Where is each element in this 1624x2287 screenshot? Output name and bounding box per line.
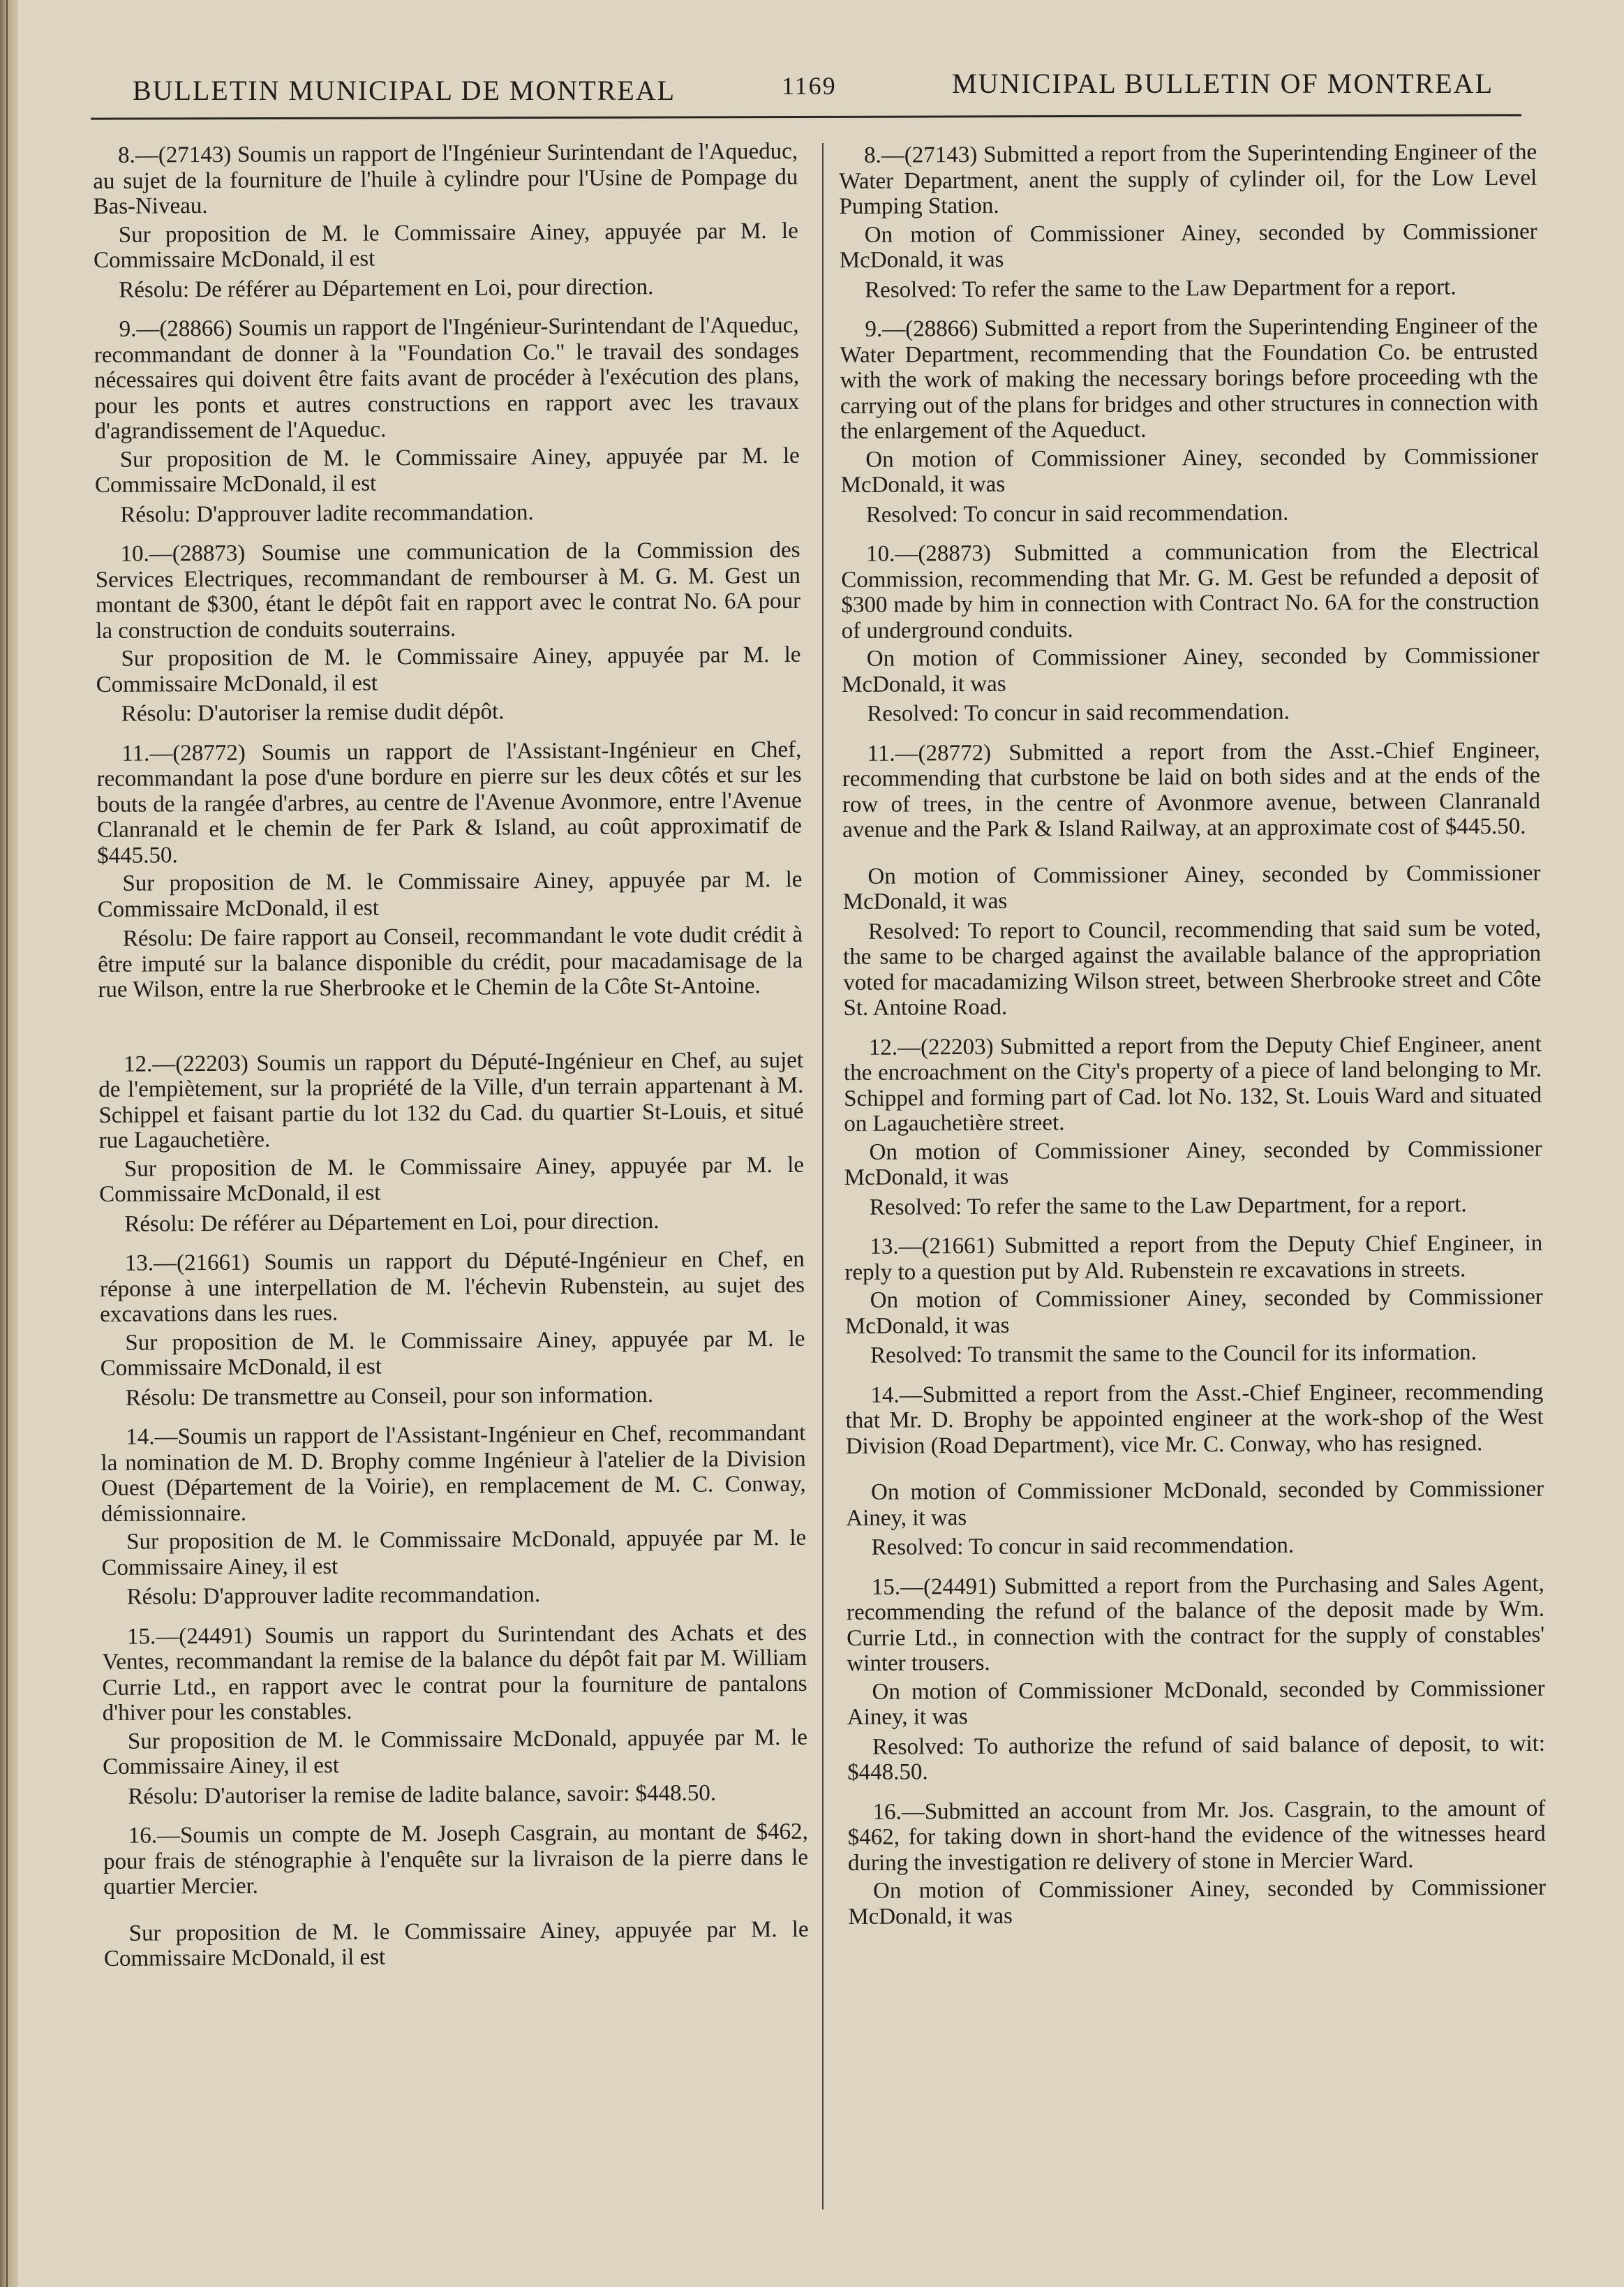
fr-item-15-motion: Sur proposition de M. le Commissaire McDonald, appuyée par M. le Commissaire Ainey, il est <box>103 1724 808 1779</box>
fr-item-13: 13.—(21661) Soumis un rapport du Député-Ingénieur en Chef, en réponse à une interpellation de M. l'échevin Rubenstein, au sujet des excavations dans les rues. <box>99 1246 805 1327</box>
en-item-15-motion: On motion of Commissioner McDonald, seconded by Commissioner Ainey, it was <box>847 1675 1545 1730</box>
header-title-french: BULLETIN MUNICIPAL DE MONTREAL <box>133 75 676 106</box>
fr-item-8-resolved: Résolu: De référer au Département en Loi, pour direction. <box>119 274 654 303</box>
english-column <box>839 140 1546 1934</box>
fr-item-13-motion: Sur proposition de M. le Commissaire Ainey, appuyée par M. le Commissaire McDonald, il est <box>100 1326 805 1381</box>
en-item-12: 12.—(22203) Submitted a report from the Deputy Chief Engineer, anent the encroachment on the City's property of a piece of land belonging to Mr. Schippel and forming part of Cad. lot No. 132, St. Louis Ward and situated on Lagauchetière street. <box>843 1031 1542 1137</box>
fr-item-16-motion: Sur proposition de M. le Commissaire Ainey, appuyée par M. le Commissaire McDonald, il est <box>103 1916 809 1971</box>
en-item-11-resolved: Resolved: To report to Council, recommending that said sum be voted, the same to be charged against the available balance of the appropriation voted for macadamizing Wilson street, between Sherbrooke street and Côte St. Antoine Road. <box>843 915 1542 1021</box>
en-item-14-motion: On motion of Commissioner McDonald, seconded by Commissioner Ainey, it was <box>846 1476 1544 1531</box>
fr-item-14-motion: Sur proposition de M. le Commissaire McDonald, appuyée par M. le Commissaire Ainey, il est <box>101 1525 807 1581</box>
en-item-14-resolved: Resolved: To concur in said recommendation. <box>871 1532 1295 1560</box>
page-header <box>133 67 1493 109</box>
en-item-10-motion: On motion of Commissioner Ainey, seconded by Commissioner McDonald, it was <box>841 642 1540 697</box>
en-item-8-motion: On motion of Commissioner Ainey, seconded by Commissioner McDonald, it was <box>839 219 1537 273</box>
fr-item-11-motion: Sur proposition de M. le Commissaire Ainey, appuyée par M. le Commissaire McDonald, il est <box>97 866 803 922</box>
en-item-16-motion: On motion of Commissioner Ainey, seconded by Commissioner McDonald, it was <box>848 1874 1547 1930</box>
header-title-english: MUNICIPAL BULLETIN OF MONTREAL <box>952 68 1493 99</box>
fr-item-14-resolved: Résolu: D'approuver ladite recommandation. <box>126 1582 541 1610</box>
en-item-15: 15.—(24491) Submitted a report from the Purchasing and Sales Agent, recommending the refund of the balance of the deposit made by Wm. Currie Ltd., in connection with the contract for the supply of constables' winter trousers. <box>846 1571 1545 1676</box>
en-item-11-motion: On motion of Commissioner Ainey, seconded by Commissioner McDonald, it was <box>842 860 1541 915</box>
fr-item-10-motion: Sur proposition de M. le Commissaire Ainey, appuyée par M. le Commissaire McDonald, il est <box>96 642 801 697</box>
en-item-9-resolved: Resolved: To concur in said recommendation. <box>865 500 1289 528</box>
fr-item-8-motion: Sur proposition de M. le Commissaire Ainey, appuyée par M. le Commissaire McDonald, il est <box>93 218 798 273</box>
fr-item-10: 10.—(28873) Soumise une communication de la Commission des Services Electriques, recommandant de rembourser à M. G. M. Gest un montant de $300, étant le dépôt fait en rapport avec le contrat No. 6A pour la construction de conduits souterrains. <box>95 537 801 644</box>
spacer <box>98 1012 803 1051</box>
en-item-13: 13.—(21661) Submitted a report from the Deputy Chief Engineer, in reply to a question put by Ald. Rubenstein re excavations in streets. <box>844 1230 1543 1285</box>
fr-item-9-resolved: Résolu: D'approuver ladite recommandation. <box>120 499 534 528</box>
fr-item-11: 11.—(28772) Soumis un rapport de l'Assistant-Ingénieur en Chef, recommandant la pose d'une bordure en pierre sur les deux côtés et sur les bouts de la rangée d'arbres, au centre de l'Avenue Avonmore, entre l'Avenue Clanranald et le chemin de fer Park & Island, au coût approximatif de $445.50. <box>96 737 803 868</box>
fr-item-9: 9.—(28866) Soumis un rapport de l'Ingénieur-Surintendant de l'Aqueduc, recommandant de donner à la "Foundation Co." le travail des sondages nécessaires qui doivent être faits avant de procéder à l'exécution des plans, pour les ponts et autres constructions en rapport avec les travaux d'agrandissement de l'Aqueduc. <box>94 312 800 444</box>
fr-item-11-resolved: Résolu: De faire rapport au Conseil, recommandant le vote dudit crédit à être imputé sur la balance disponible du crédit, pour macadamisage de la rue Wilson, entre la rue Sherbrooke et le Chemin de la Côte St-Antoine. <box>98 922 803 1002</box>
en-item-11: 11.—(28772) Submitted a report from the Asst.-Chief Engineer, recommending that curbstone be laid on both sides and at the ends of the row of trees, in the centre of Avonmore avenue, between Clanranald avenue and the Park & Island Railway, at an approximate cost of $445.50. <box>842 737 1541 843</box>
fr-item-16: 16.—Soumis un compte de M. Joseph Casgrain, au montant de $462, pour frais de sténographie à l'enquête sur la livraison de la pierre dans le quartier Mercier. <box>103 1819 809 1900</box>
page-binding <box>0 0 18 2287</box>
en-item-14: 14.—Submitted a report from the Asst.-Chief Engineer, recommending that Mr. D. Brophy be appointed engineer at the work-shop of the West Division (Road Department), vice Mr. C. Conway, who has resigned. <box>845 1379 1544 1459</box>
fr-item-12-resolved: Résolu: De référer au Département en Loi, pour direction. <box>124 1208 660 1237</box>
column-divider <box>822 143 824 2210</box>
en-item-8: 8.—(27143) Submitted a report from the Superintending Engineer of the Water Department, anent the supply of cylinder oil, for the Low Level Pumping Station. <box>839 139 1537 219</box>
fr-item-10-resolved: Résolu: D'autoriser la remise dudit dépôt. <box>121 699 505 727</box>
en-item-9: 9.—(28866) Submitted a report from the Superintending Engineer of the Water Department, recommending that the Foundation Co. be entrusted with the work of making the necessary borings before proceeding wth the carrying out of the plans for bridges and other structures in connection with the enlargement of the Aqueduct. <box>840 313 1539 444</box>
fr-item-12-motion: Sur proposition de M. le Commissaire Ainey, appuyée par M. le Commissaire McDonald, il est <box>99 1152 805 1207</box>
en-item-13-motion: On motion of Commissioner Ainey, seconded by Commissioner McDonald, it was <box>844 1284 1543 1339</box>
fr-item-8: 8.—(27143) Soumis un rapport de l'Ingénieur Surintendant de l'Aqueduc, au sujet de la fourniture de l'huile à cylindre pour l'Usine de Pompage du Bas-Niveau. <box>93 138 798 219</box>
en-item-12-resolved: Resolved: To refer the same to the Law Department, for a report. <box>869 1191 1467 1220</box>
en-item-9-motion: On motion of Commissioner Ainey, seconded by Commissioner McDonald, it was <box>840 443 1539 498</box>
fr-item-15: 15.—(24491) Soumis un rapport du Surintendant des Achats et des Ventes, recommandant la remise de la balance du dépôt fait par M. William Currie Ltd., en rapport avec le contrat pour la fourniture de pantalons d'hiver pour les constables. <box>102 1620 807 1726</box>
page-number: 1169 <box>782 72 837 100</box>
french-column <box>93 139 809 1976</box>
en-item-10: 10.—(28873) Submitted a communication from the Electrical Commission, recommending that Mr. G. M. Gest be refunded a deposit of $300 made by him in connection with Contract No. 6A for the construction of underground conduits. <box>841 538 1540 644</box>
fr-item-13-resolved: Résolu: De transmettre au Conseil, pour son information. <box>125 1382 654 1411</box>
fr-item-12: 12.—(22203) Soumis un rapport du Député-Ingénieur en Chef, au sujet de l'empiètement, sur la propriété de la Ville, d'un terrain appartenant à M. Schippel et faisant partie du lot 132 du Cad. du quartier St-Louis, et situé rue Lagauchetière. <box>98 1047 804 1153</box>
fr-item-15-resolved: Résolu: D'autoriser la remise de ladite balance, savoir: $448.50. <box>128 1780 717 1809</box>
en-item-15-resolved: Resolved: To authorize the refund of said balance of deposit, to wit: $448.50. <box>847 1731 1546 1785</box>
en-item-13-resolved: Resolved: To transmit the same to the Council for its information. <box>870 1340 1477 1368</box>
en-item-16: 16.—Submitted an account from Mr. Jos. Casgrain, to the amount of $462, for taking down in short-hand the evidence of the witnesses heard during the investigation re delivery of stone in Mercier Ward. <box>847 1796 1546 1876</box>
fr-item-14: 14.—Soumis un rapport de l'Assistant-Ingénieur en Chef, recommandant la nomination de M. D. Brophy comme Ingénieur à l'atelier de la Division Ouest (Département de la Voirie), en remplacement de M. C. Conway, démissionnaire. <box>100 1420 806 1527</box>
en-item-10-resolved: Resolved: To concur in said recommendation. <box>867 699 1290 727</box>
en-item-8-resolved: Resolved: To refer the same to the Law Department for a report. <box>865 274 1457 303</box>
fr-item-9-motion: Sur proposition de M. le Commissaire Ainey, appuyée par M. le Commissaire McDonald, il est <box>94 443 800 498</box>
en-item-12-motion: On motion of Commissioner Ainey, seconded by Commissioner McDonald, it was <box>844 1136 1542 1190</box>
